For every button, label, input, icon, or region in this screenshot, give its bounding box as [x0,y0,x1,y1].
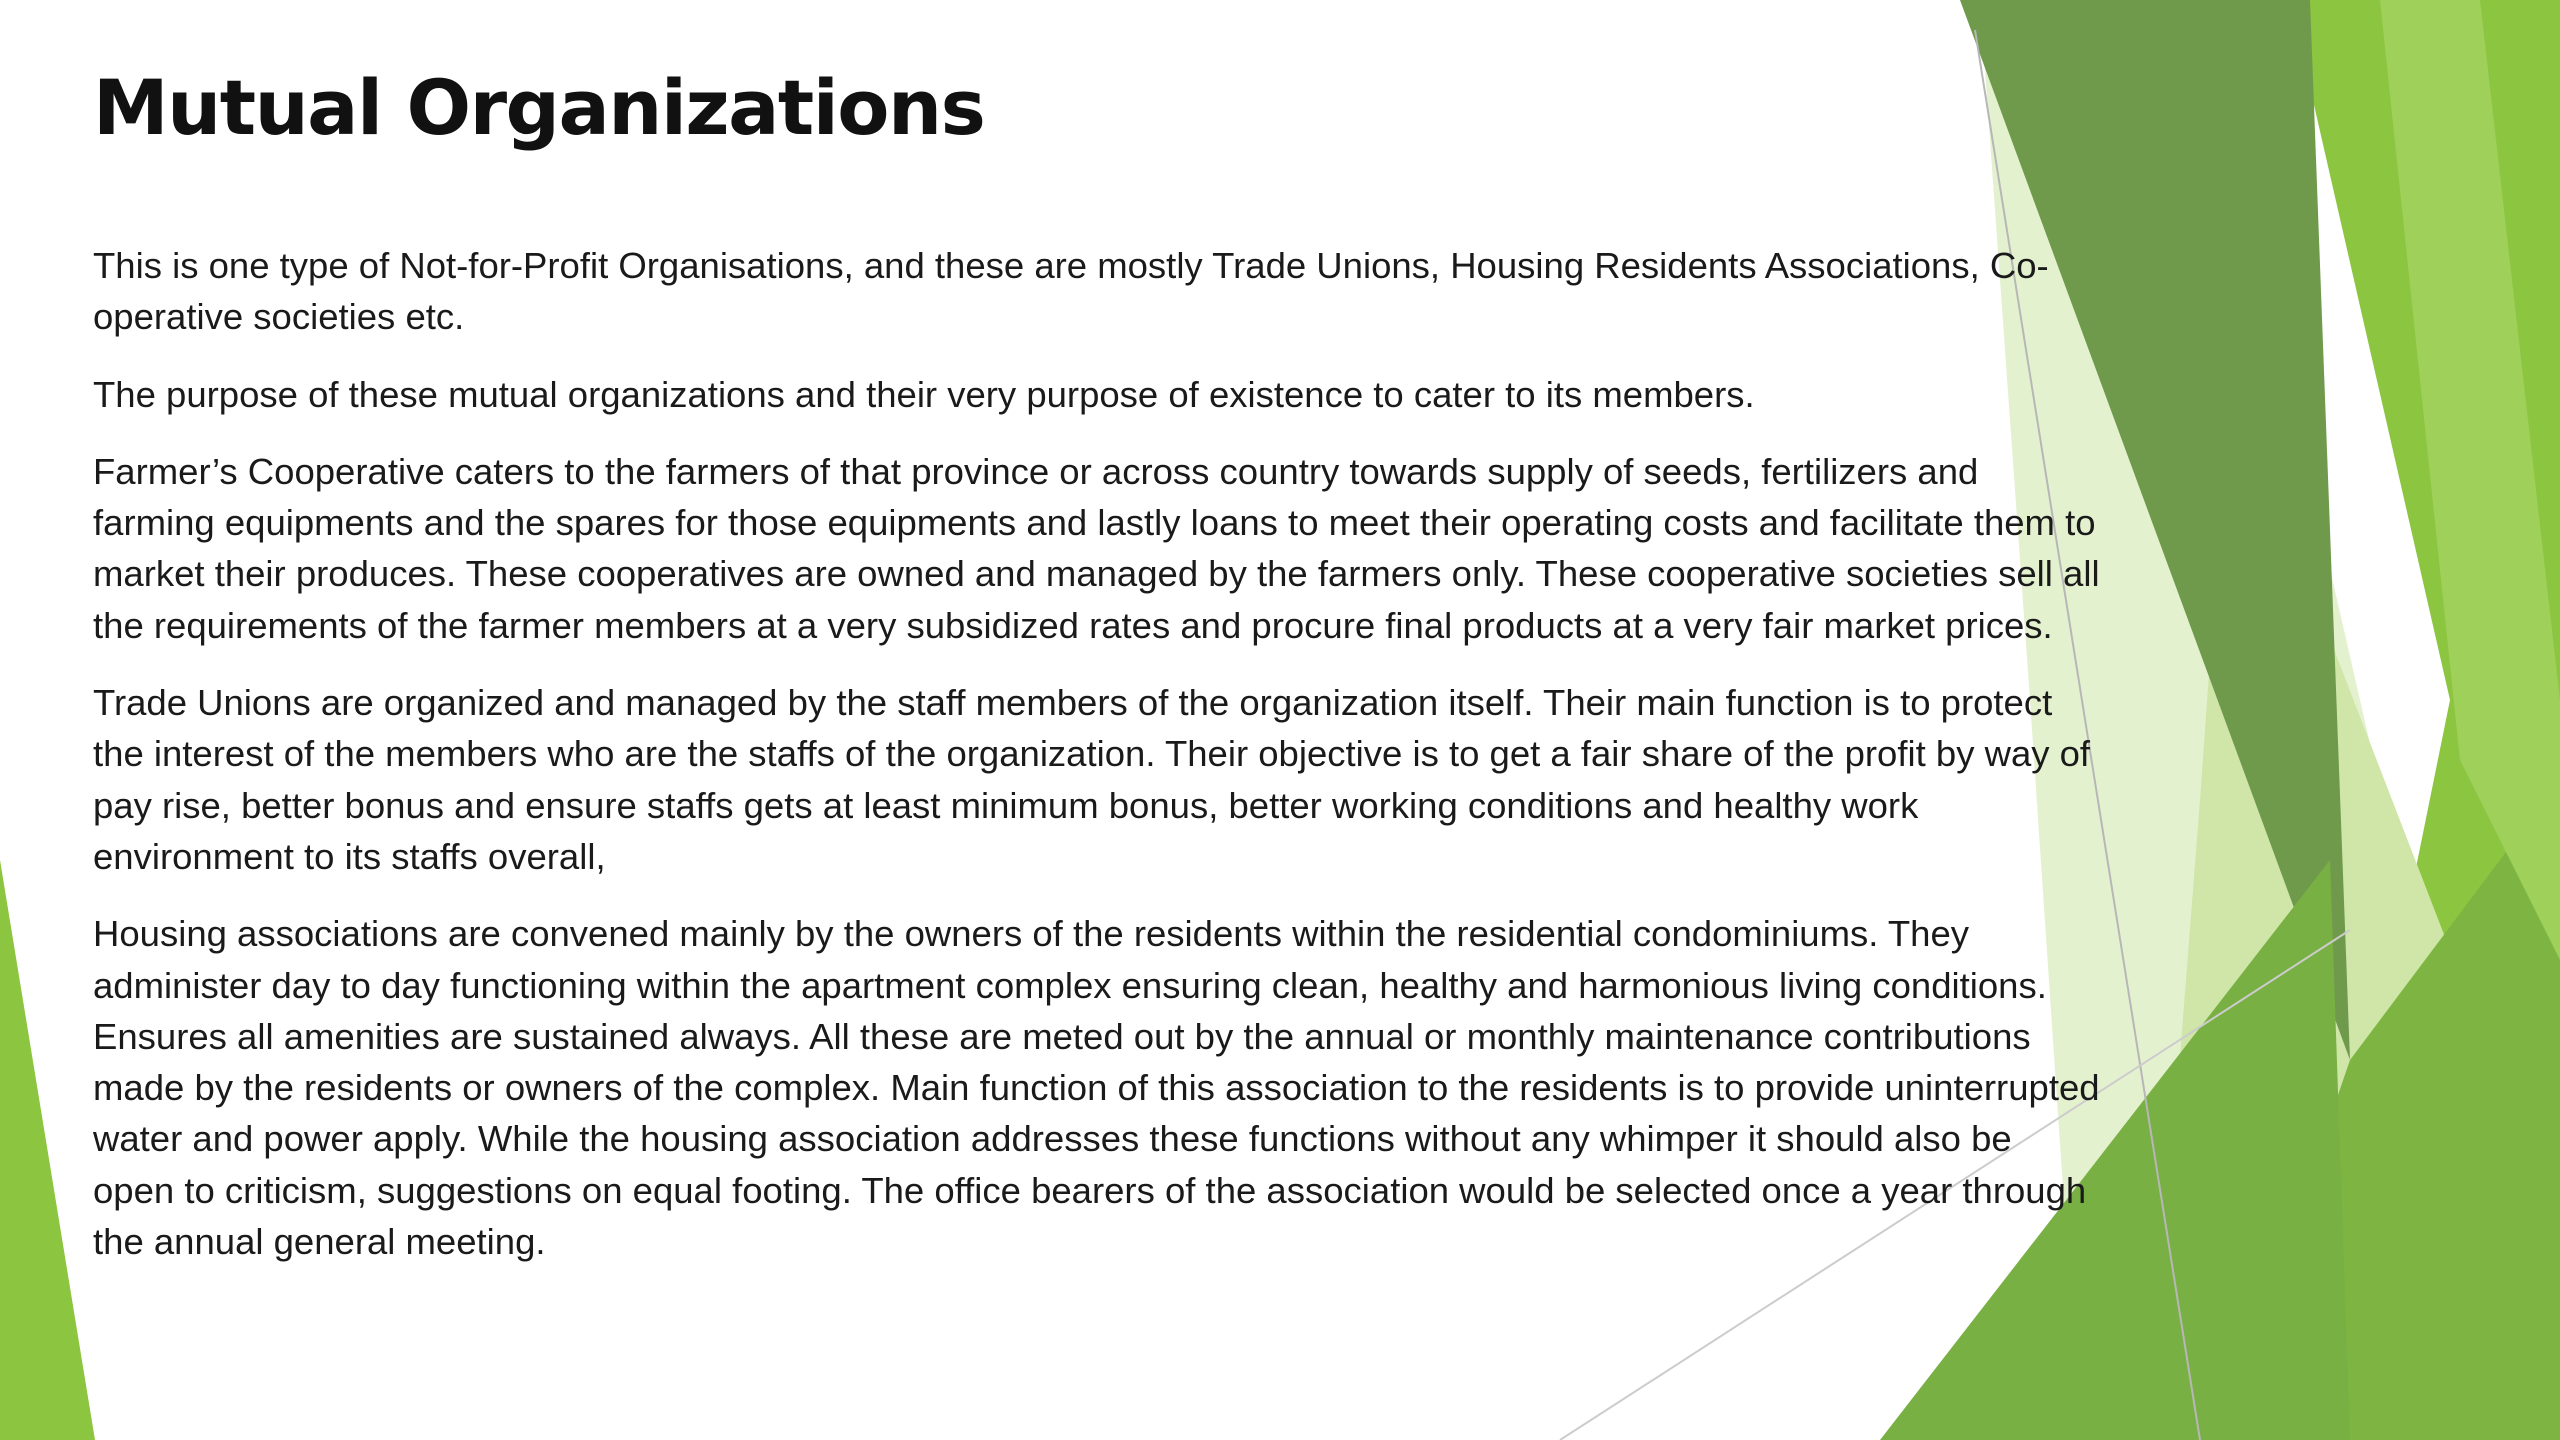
slide-body [93,240,2103,1293]
slide-title: Mutual Organizations [93,63,985,152]
paragraph-purpose: The purpose of these mutual organizations and their very purpose of existence to cater to its members. [93,373,1755,415]
left-green-strip [0,860,95,1440]
paragraph-intro: This is one type of Not-for-Profit Organisations, and these are mostly Trade Unions, Housing Residents Associations, Co-operative societies etc. [93,245,2049,338]
paragraph-housing-associations: Housing associations are convened mainly by the owners of the residents within the residential condominiums. They administer day to day functioning within the apartment complex ensuring clean, healthy and harmonious living conditions. Ensures all amenities are sustained always. All these are meted out by the annual or monthly maintenance contributions made by the residents or owners of the complex. Main function of this association to the residents is to provide uninterrupted water and power apply. While the housing association addresses these functions without any whimper it should also be open to criticism, suggestions on equal footing. The office bearers of the association would be selected once a year through the annual general meeting. [93,913,2100,1263]
paragraph-trade-unions: Trade Unions are organized and managed by the staff members of the organization itself. Their main function is to protect the interest of the members who are the staffs of the organization. Their objective is to get a fair share of the profit by way of pay rise, better bonus and ensure staffs gets at least minimum bonus, better working conditions and healthy work environment to its staffs overall, [93,682,2091,877]
paragraph-farmers-cooperative: Farmer’s Cooperative caters to the farmers of that province or across country towards supply of seeds, fertilizers and farming equipments and the spares for those equipments and lastly loans to meet their operating costs and facilitate them to market their produces. These cooperatives are owned and managed by the farmers only. These cooperative societies sell all the requirements of the farmer members at a very subsidized rates and procure final products at a very fair market prices. [93,450,2100,646]
